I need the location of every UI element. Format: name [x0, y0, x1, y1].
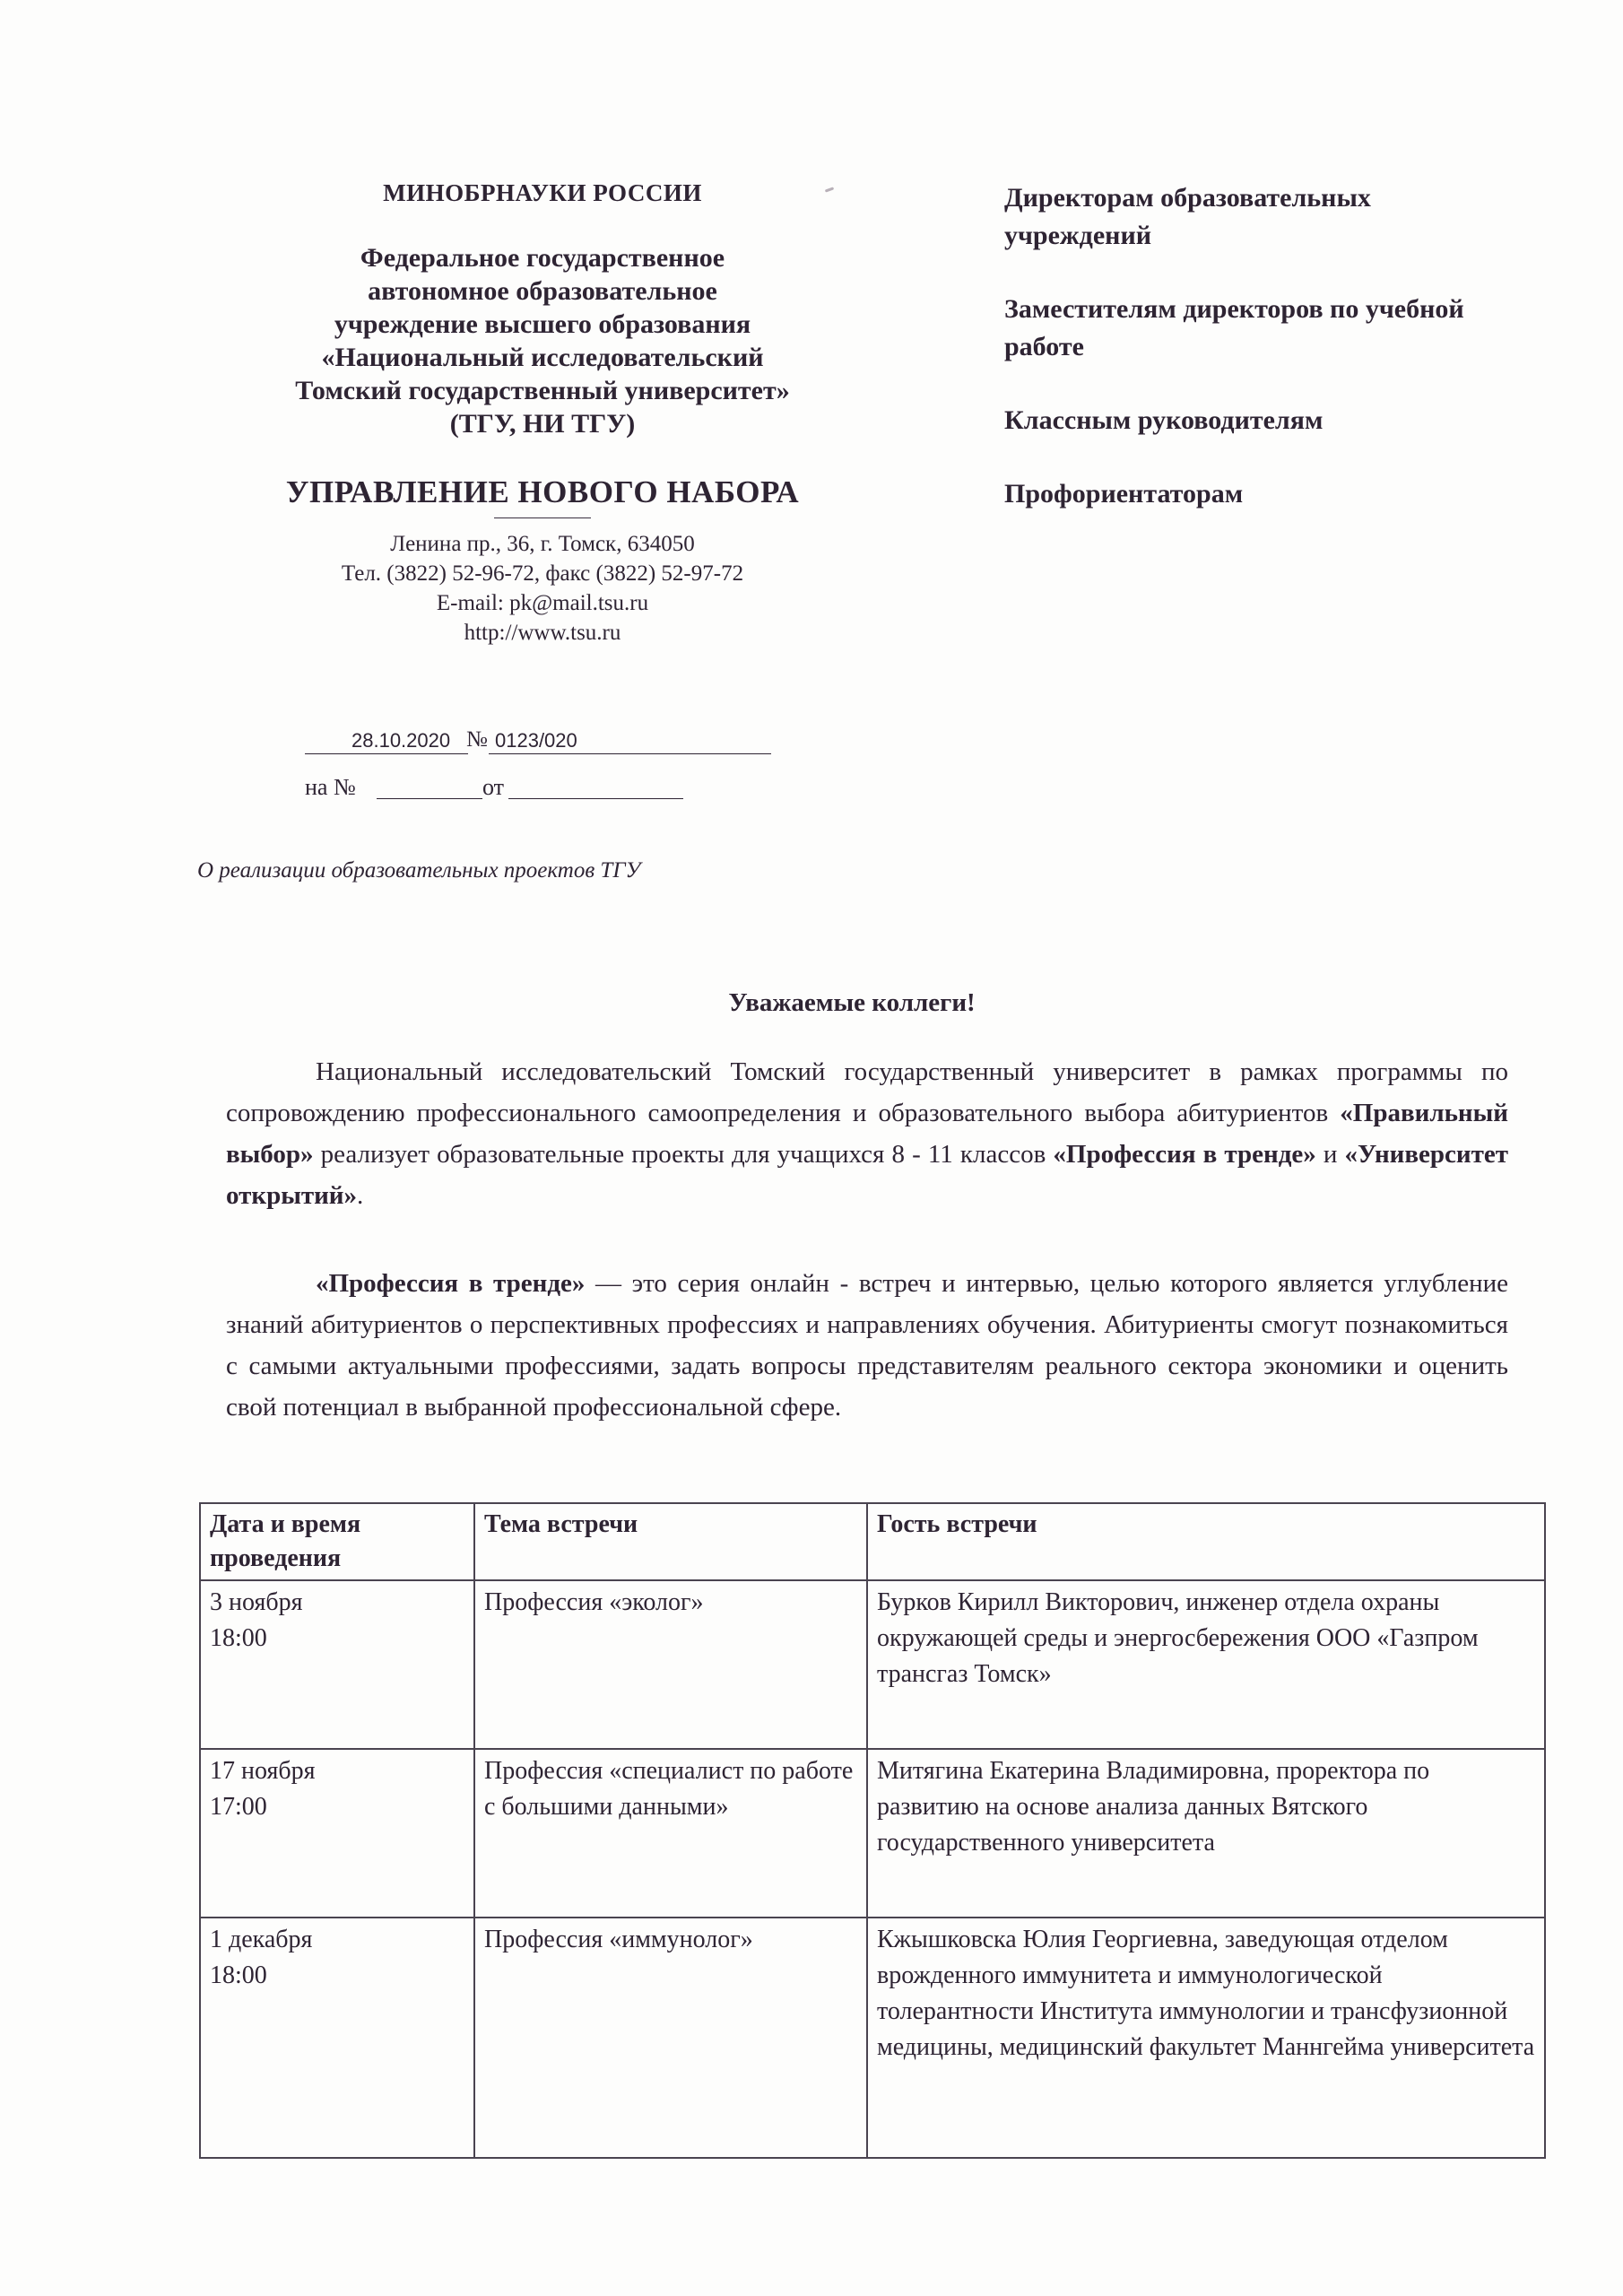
table-row — [200, 1918, 1545, 2158]
org-line: Федеральное государственное — [360, 243, 725, 273]
number-underline — [489, 753, 771, 754]
reply-date-blank — [508, 798, 683, 799]
ministry-name: МИНОБРНАУКИ РОССИИ — [383, 179, 702, 206]
event-time: 18:00 — [210, 1624, 267, 1652]
cell-datetime — [200, 1918, 474, 2158]
text: — это серия онлайн - встреч и интервью, целью которого является углубление знаний абитуриентов о перспективных профессиях и направлениях обучения. Абитуриенты смогут познакомиться с самыми актуальными профессиями, задать вопросы представителям реального сектора экономики и оценить свой потенциал в выбранной профессиональной сфере. — [226, 1269, 1508, 1422]
cell-guest: Бурков Кирилл Викторович, инженер отдела охраны окружающей среды и энергосбережения ООО «Газпром трансгаз Томск» — [867, 1580, 1545, 1749]
text: . — [357, 1181, 364, 1210]
registration-line — [305, 722, 771, 754]
event-date: 17 ноября — [210, 1757, 316, 1785]
cell-datetime — [200, 1749, 474, 1918]
org-line: Томский государственный университет» — [295, 376, 790, 405]
text: Национальный исследовательский Томский государственный университет в рамках программы по сопровождению профессионального самоопределения и образовательного выбора абитуриентов — [226, 1057, 1508, 1127]
cell-topic: Профессия «иммунолог» — [474, 1918, 867, 2158]
reply-number-label: на № — [305, 774, 356, 800]
table-row — [200, 1580, 1545, 1749]
event-time: 18:00 — [210, 1961, 267, 1989]
greeting: Уважаемые коллеги! — [728, 988, 976, 1017]
address: Ленина пр., 36, г. Томск, 634050 — [390, 532, 695, 556]
website: http://www.tsu.ru — [464, 621, 621, 645]
letter-subject: О реализации образовательных проектов ТГУ — [197, 858, 641, 883]
project-name: «Университет открытий» — [226, 1140, 1508, 1210]
column-header-topic: Тема встречи — [474, 1503, 867, 1580]
paragraph-intro — [226, 1051, 1508, 1216]
event-date: 1 декабря — [210, 1926, 313, 1953]
letterhead — [188, 179, 897, 648]
project-name: «Профессия в тренде» — [316, 1269, 586, 1298]
organization-name — [188, 241, 897, 440]
event-time: 17:00 — [210, 1793, 267, 1821]
recipients — [1004, 179, 1488, 549]
column-header-guest: Гость встречи — [867, 1503, 1545, 1580]
cell-guest: Митягина Екатерина Владимировна, проректора по развитию на основе анализа данных Вятского государственного университета — [867, 1749, 1545, 1918]
program-name: «Правильный выбор» — [226, 1099, 1508, 1169]
email: E-mail: pk@mail.tsu.ru — [436, 591, 649, 615]
schedule-table — [199, 1502, 1546, 2159]
phone-fax: Тел. (3822) 52-96-72, факс (3822) 52-97-72 — [341, 561, 744, 586]
event-date: 3 ноября — [210, 1588, 303, 1616]
org-line: (ТГУ, НИ ТГУ) — [449, 409, 636, 439]
reply-date-label: от — [482, 774, 505, 800]
table-row — [200, 1749, 1545, 1918]
recipient: Заместителям директоров по учебной работе — [1004, 294, 1464, 361]
department-name: УПРАВЛЕНИЕ НОВОГО НАБОРА — [285, 474, 800, 509]
org-line: автономное образовательное — [368, 276, 717, 306]
cell-datetime — [200, 1580, 474, 1749]
reply-reference-line — [305, 767, 771, 803]
org-line: учреждение высшего образования — [334, 309, 751, 339]
date-underline — [305, 753, 468, 754]
recipient: Профориентаторам — [1004, 479, 1244, 509]
paragraph-project-description — [226, 1263, 1508, 1428]
recipient: Классным руководителям — [1004, 405, 1324, 435]
contacts — [188, 529, 897, 648]
table-header-row — [200, 1503, 1545, 1580]
number-sign: № — [466, 727, 488, 752]
registration-date: 28.10.2020 — [352, 729, 451, 752]
project-name: «Профессия в тренде» — [1053, 1140, 1316, 1169]
reply-number-blank — [377, 798, 482, 799]
cell-topic: Профессия «специалист по работе с большими данными» — [474, 1749, 867, 1918]
text: и — [1315, 1140, 1345, 1169]
text: реализует образовательные проекты для учащихся 8 - 11 классов — [313, 1140, 1054, 1169]
registration-number: 0123/020 — [495, 729, 577, 752]
recipient: Директорам образовательных учреждений — [1004, 183, 1371, 250]
cell-guest: Кжышковска Юлия Георгиевна, заведующая отделом врожденного иммунитета и иммунологической толерантности Института иммунологии и трансфузионной медицины, медицинский факультет Маннгейма университета — [867, 1918, 1545, 2158]
column-header-date: Дата и время проведения — [200, 1503, 474, 1580]
org-line: «Национальный исследовательский — [321, 343, 764, 372]
cell-topic: Профессия «эколог» — [474, 1580, 867, 1749]
divider — [494, 517, 591, 518]
